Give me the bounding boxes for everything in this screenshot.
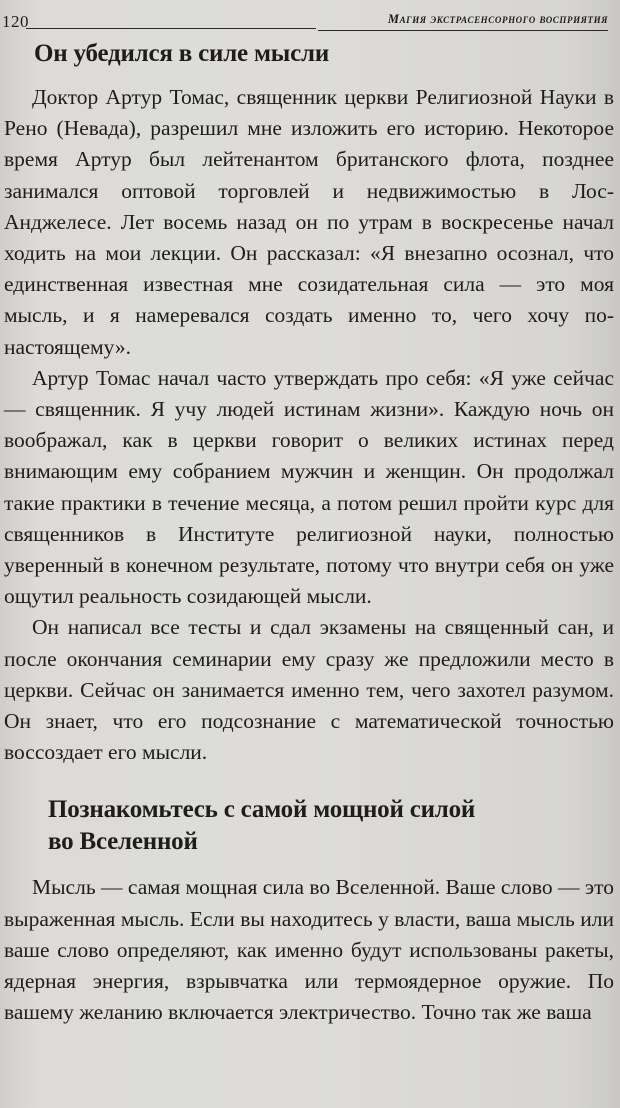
running-head-rule-left	[26, 28, 316, 29]
paragraph: Мысль — самая мощная сила во Вселенной. Ваше слово — это выраженная мысль. Если вы находитесь у власти, ваша мысль или ваше слово определяют, как именно будут использованы ракеты, ядерная энергия, взрывчатка или термоядерное оружие. По вашему желанию включается электричество. Точно так же ваша	[4, 875, 615, 1025]
paragraph: Артур Томас начал часто утверждать про себя: «Я уже сейчас — священник. Я учу людей истинам жизни». Каждую ночь он воображал, как в церкви говорит о великих истинах перед внимающим ему собранием мужчин и женщин. Он продолжал такие практики в течение месяца, а потом решил пройти курс для священников в Институте религиозной науки, полностью уверенный в конечном результате, потому что внутри себя он уже ощутил реальность созидающей мысли.	[4, 365, 614, 609]
running-head-book-title: Магия экстрасенсорного восприятия	[387, 12, 608, 26]
page-body	[4, 38, 614, 1028]
running-head-rule-right	[318, 30, 608, 31]
paragraph: Доктор Артур Томас, священник церкви Религиозной Науки в Рено (Невада), разрешил мне изложить его историю. Некоторое время Артур был лейтенантом британского флота, позднее занимался оптовой торговлей и недвижимостью в Лос-Анджелесе. Лет восемь назад он по утрам в воскресенье начал ходить на мои лекции. Он рассказал: «Я внезапно осознал, что единственная известная мне созидательная сила — это моя мысль, и я намеревался создать именно то, чего хочу по-настоящему».	[4, 85, 614, 359]
paragraph: Он написал все тесты и сдал экзамены на священный сан, и после окончания семинарии ему сразу же предложили место в церкви. Сейчас он занимается именно тем, чего захотел разумом. Он знает, что его подсознание с математической точностью воссоздает его мысли.	[4, 615, 614, 765]
section-heading: Он убедился в силе мысли	[34, 40, 330, 67]
page-number: 120	[2, 12, 29, 31]
running-head	[0, 6, 612, 36]
section-heading	[4, 794, 614, 858]
section-heading-line: во Вселенной	[48, 828, 198, 856]
section-heading-line: Познакомьтесь с самой мощной силой	[48, 796, 476, 824]
